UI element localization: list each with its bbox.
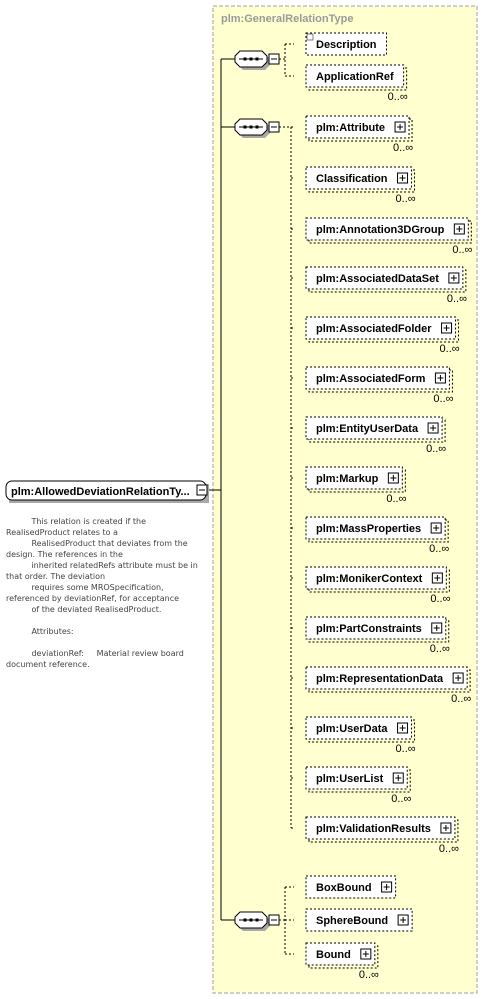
- occurrence-label: 0..∞: [429, 643, 450, 655]
- element-label: Bound: [316, 949, 351, 961]
- occurrence-label: 0..∞: [433, 393, 454, 405]
- expand-icon[interactable]: [393, 773, 403, 783]
- occurrence-label: 0..∞: [395, 193, 416, 205]
- occurrence-label: 0..∞: [438, 843, 459, 855]
- expand-icon[interactable]: [398, 173, 408, 183]
- element-label: plm:PartConstraints: [316, 623, 422, 635]
- element-label: plm:UserData: [316, 723, 388, 735]
- element-label: SphereBound: [316, 915, 389, 927]
- element-label: plm:MonikerContext: [316, 573, 423, 585]
- element-label: plm:Markup: [316, 473, 379, 485]
- expand-icon[interactable]: [382, 882, 392, 892]
- expand-icon[interactable]: [431, 523, 441, 533]
- sequence-1-collapse-icon[interactable]: [269, 54, 279, 64]
- occurrence-label: 0..∞: [446, 293, 467, 305]
- expand-icon[interactable]: [442, 323, 452, 333]
- element-label: plm:ValidationResults: [316, 823, 431, 835]
- occurrence-label: 0..∞: [426, 443, 447, 455]
- element-label: Classification: [316, 173, 388, 185]
- occurrence-label: 0..∞: [439, 343, 460, 355]
- annotation-text: This relation is created if the RealisedProduct relates to a RealisedProduct that deviates from the design. The references in the inherited relatedRefs attribute must be in that order. The deviation requires some MROSpecification, referenced by deviationRef, for acceptance of the deviated RealisedProduct. Attributes: deviationRef: Material review board document reference.: [6, 517, 198, 669]
- expand-icon[interactable]: [441, 823, 451, 833]
- occurrence-label: 0..∞: [391, 793, 412, 805]
- occurrence-label: 0..∞: [452, 244, 473, 256]
- occurrence-label: 0..∞: [386, 493, 407, 505]
- element-label: plm:EntityUserData: [316, 423, 419, 435]
- expand-icon[interactable]: [395, 122, 405, 132]
- element-label: plm:AssociatedFolder: [316, 323, 432, 335]
- element-label: plm:MassProperties: [316, 523, 422, 535]
- element-label: plm:AssociatedForm: [316, 373, 426, 385]
- type-box-label: plm:GeneralRelationType: [221, 13, 354, 25]
- occurrence-label: 0..∞: [393, 142, 414, 154]
- element-label: ApplicationRef: [316, 71, 394, 83]
- sequence-3-collapse-icon[interactable]: [269, 915, 279, 925]
- expand-icon[interactable]: [432, 623, 442, 633]
- expand-icon[interactable]: [398, 915, 408, 925]
- element-label: Description: [316, 39, 377, 51]
- element-label: plm:RepresentationData: [316, 673, 444, 685]
- occurrence-label: 0..∞: [395, 743, 416, 755]
- element-label: plm:Attribute: [316, 122, 386, 134]
- expand-icon[interactable]: [361, 949, 371, 959]
- element-label: plm:AssociatedDataSet: [316, 273, 439, 285]
- expand-icon[interactable]: [435, 373, 445, 383]
- element-boxbound[interactable]: [306, 876, 396, 898]
- element-description[interactable]: [306, 33, 387, 55]
- expand-icon[interactable]: [428, 423, 438, 433]
- occurrence-label: 0..∞: [430, 593, 451, 605]
- occurrence-label: 0..∞: [429, 543, 450, 555]
- expand-icon[interactable]: [449, 273, 459, 283]
- element-label: plm:UserList: [316, 773, 384, 785]
- root-element[interactable]: [6, 481, 209, 503]
- type-box: [213, 6, 477, 993]
- expand-icon[interactable]: [453, 673, 463, 683]
- expand-icon[interactable]: [388, 473, 398, 483]
- element-spherebound[interactable]: [306, 909, 412, 931]
- sequence-2-collapse-icon[interactable]: [269, 122, 279, 132]
- occurrence-label: 0..∞: [387, 91, 408, 103]
- root-element-label: plm:AllowedDeviationRelationTy...: [11, 486, 190, 498]
- occurrence-label: 0..∞: [451, 693, 472, 705]
- occurrence-label: 0..∞: [358, 969, 379, 981]
- expand-icon[interactable]: [454, 224, 464, 234]
- expand-icon[interactable]: [398, 723, 408, 733]
- element-label: plm:Annotation3DGroup: [316, 224, 445, 236]
- expand-icon[interactable]: [432, 573, 442, 583]
- element-label: BoxBound: [316, 882, 372, 894]
